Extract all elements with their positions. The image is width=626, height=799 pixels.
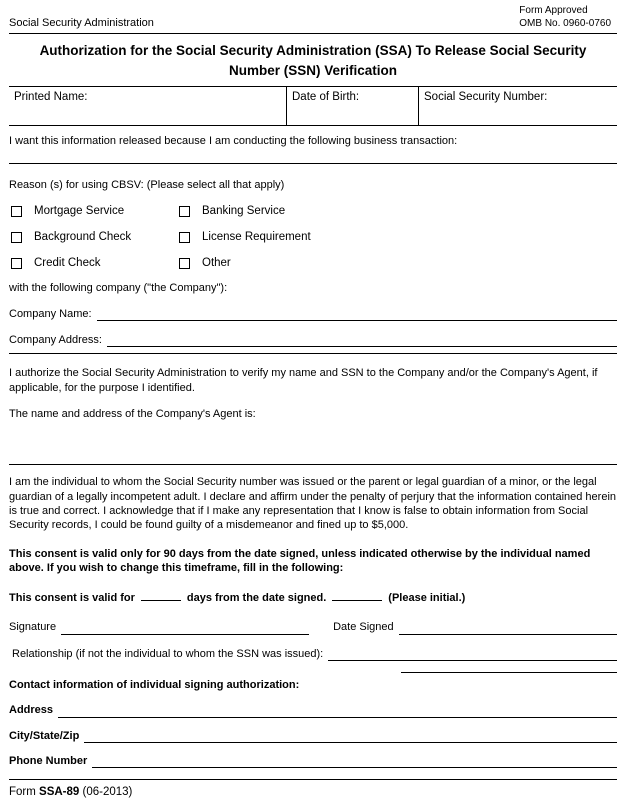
authorization-statement: I authorize the Social Security Administration to verify my name and SSN to the Company and/or the Company's Agent, if applicable, for the purpose I identified. [9,367,598,394]
company-intro: with the following company ("the Company"): [9,281,228,294]
consent-duration-statement: This consent is valid only for 90 days from the date signed, unless indicated otherwise by the individual named above. If you wish to change this timeframe, fill in the following: [9,547,591,574]
relationship-input-line2[interactable] [401,661,617,673]
company-name-input[interactable] [97,307,617,321]
checkbox-icon[interactable] [179,232,190,243]
ssn-label: Social Security Number: [424,91,548,104]
signature-label: Signature [9,621,57,634]
form-approved-label: Form Approved [519,5,588,16]
checkbox-label: Background Check [34,230,132,243]
printed-name-label: Printed Name: [14,91,88,104]
checkbox-option-license-requirement[interactable] [179,230,439,245]
business-transaction-input[interactable] [9,148,617,164]
identity-fields-row [9,86,617,126]
business-transaction-statement: I want this information released because I am conducting the following business transaction: [9,135,458,148]
consent-valid-prefix: This consent is valid for [9,592,135,605]
phone-number-input[interactable] [92,754,617,768]
address-input[interactable] [58,704,617,718]
checkbox-icon[interactable] [11,258,22,269]
date-of-birth-label: Date of Birth: [292,91,360,104]
address-row [9,703,617,717]
form-number: SSA-89 [39,786,80,799]
phone-number-label: Phone Number [9,754,88,767]
form-revision: (06-2013) [79,786,133,799]
form-footer [9,779,617,799]
signature-row [9,620,617,634]
checkbox-label: License Requirement [202,230,311,243]
checkbox-icon[interactable] [11,232,22,243]
date-of-birth-field[interactable] [286,87,418,125]
address-label: Address [9,704,54,717]
contact-heading: Contact information of individual signing authorization: [9,678,300,691]
reasons-checkbox-grid [9,204,617,271]
reasons-label: Reason (s) for using CBSV: (Please select all that apply) [9,179,285,192]
city-state-zip-row [9,729,617,743]
declaration-statement: I am the individual to whom the Social Security number was issued or the parent or legal guardian of a minor, or the legal guardian of a legally incompetent adult. I declare and affirm under the penalty of perjury that the information contained herein is true and correct. I acknowledge that if I make any representation that I know is false to obtain information from Social Security records, I could be found guilty of a misdemeanor and fined up to $5,000. [9,476,617,532]
company-address-input[interactable] [107,333,617,347]
ssn-field[interactable] [418,87,617,125]
initials-input[interactable] [332,589,382,601]
checkbox-label: Mortgage Service [34,204,125,217]
checkbox-option-banking-service[interactable] [179,204,439,219]
company-name-row [9,307,617,321]
city-state-zip-input[interactable] [84,729,617,743]
company-address-input-line2[interactable] [9,347,617,354]
relationship-row [9,647,617,661]
phone-number-row [9,754,617,768]
checkbox-option-other[interactable] [179,256,439,271]
city-state-zip-label: City/State/Zip [9,729,80,742]
company-address-row [9,333,617,347]
checkbox-option-credit-check[interactable] [11,256,179,271]
checkbox-icon[interactable] [11,206,22,217]
form-title: Authorization for the Social Security Administration (SSA) To Release Social Security Number (SSN) Verification [39,43,587,78]
agent-name-address-input[interactable] [9,421,617,465]
checkbox-label: Other [202,256,231,269]
header-agency-name: Social Security Administration [9,16,154,29]
agent-label: The name and address of the Company's Agent is: [9,408,256,421]
checkbox-label: Credit Check [34,256,101,269]
consent-valid-suffix: days from the date signed. [186,592,327,605]
consent-days-line [9,589,617,605]
checkbox-label: Banking Service [202,204,286,217]
relationship-input[interactable] [328,647,617,661]
printed-name-field[interactable] [9,87,286,125]
form-header [9,5,617,34]
signature-input[interactable] [61,621,309,635]
checkbox-icon[interactable] [179,206,190,217]
company-address-label: Company Address: [9,334,102,347]
relationship-label: Relationship (if not the individual to whom the SSN was issued): [12,647,324,660]
checkbox-icon[interactable] [179,258,190,269]
company-name-label: Company Name: [9,307,92,320]
date-signed-label: Date Signed [333,621,394,634]
omb-number: OMB No. 0960-0760 [519,17,611,29]
please-initial-label: (Please initial.) [388,592,466,605]
form-approved-block [519,5,617,30]
checkbox-option-mortgage-service[interactable] [11,204,179,219]
days-input[interactable] [141,589,181,601]
date-signed-input[interactable] [399,621,617,635]
checkbox-option-background-check[interactable] [11,230,179,245]
form-number-prefix: Form [9,786,40,799]
